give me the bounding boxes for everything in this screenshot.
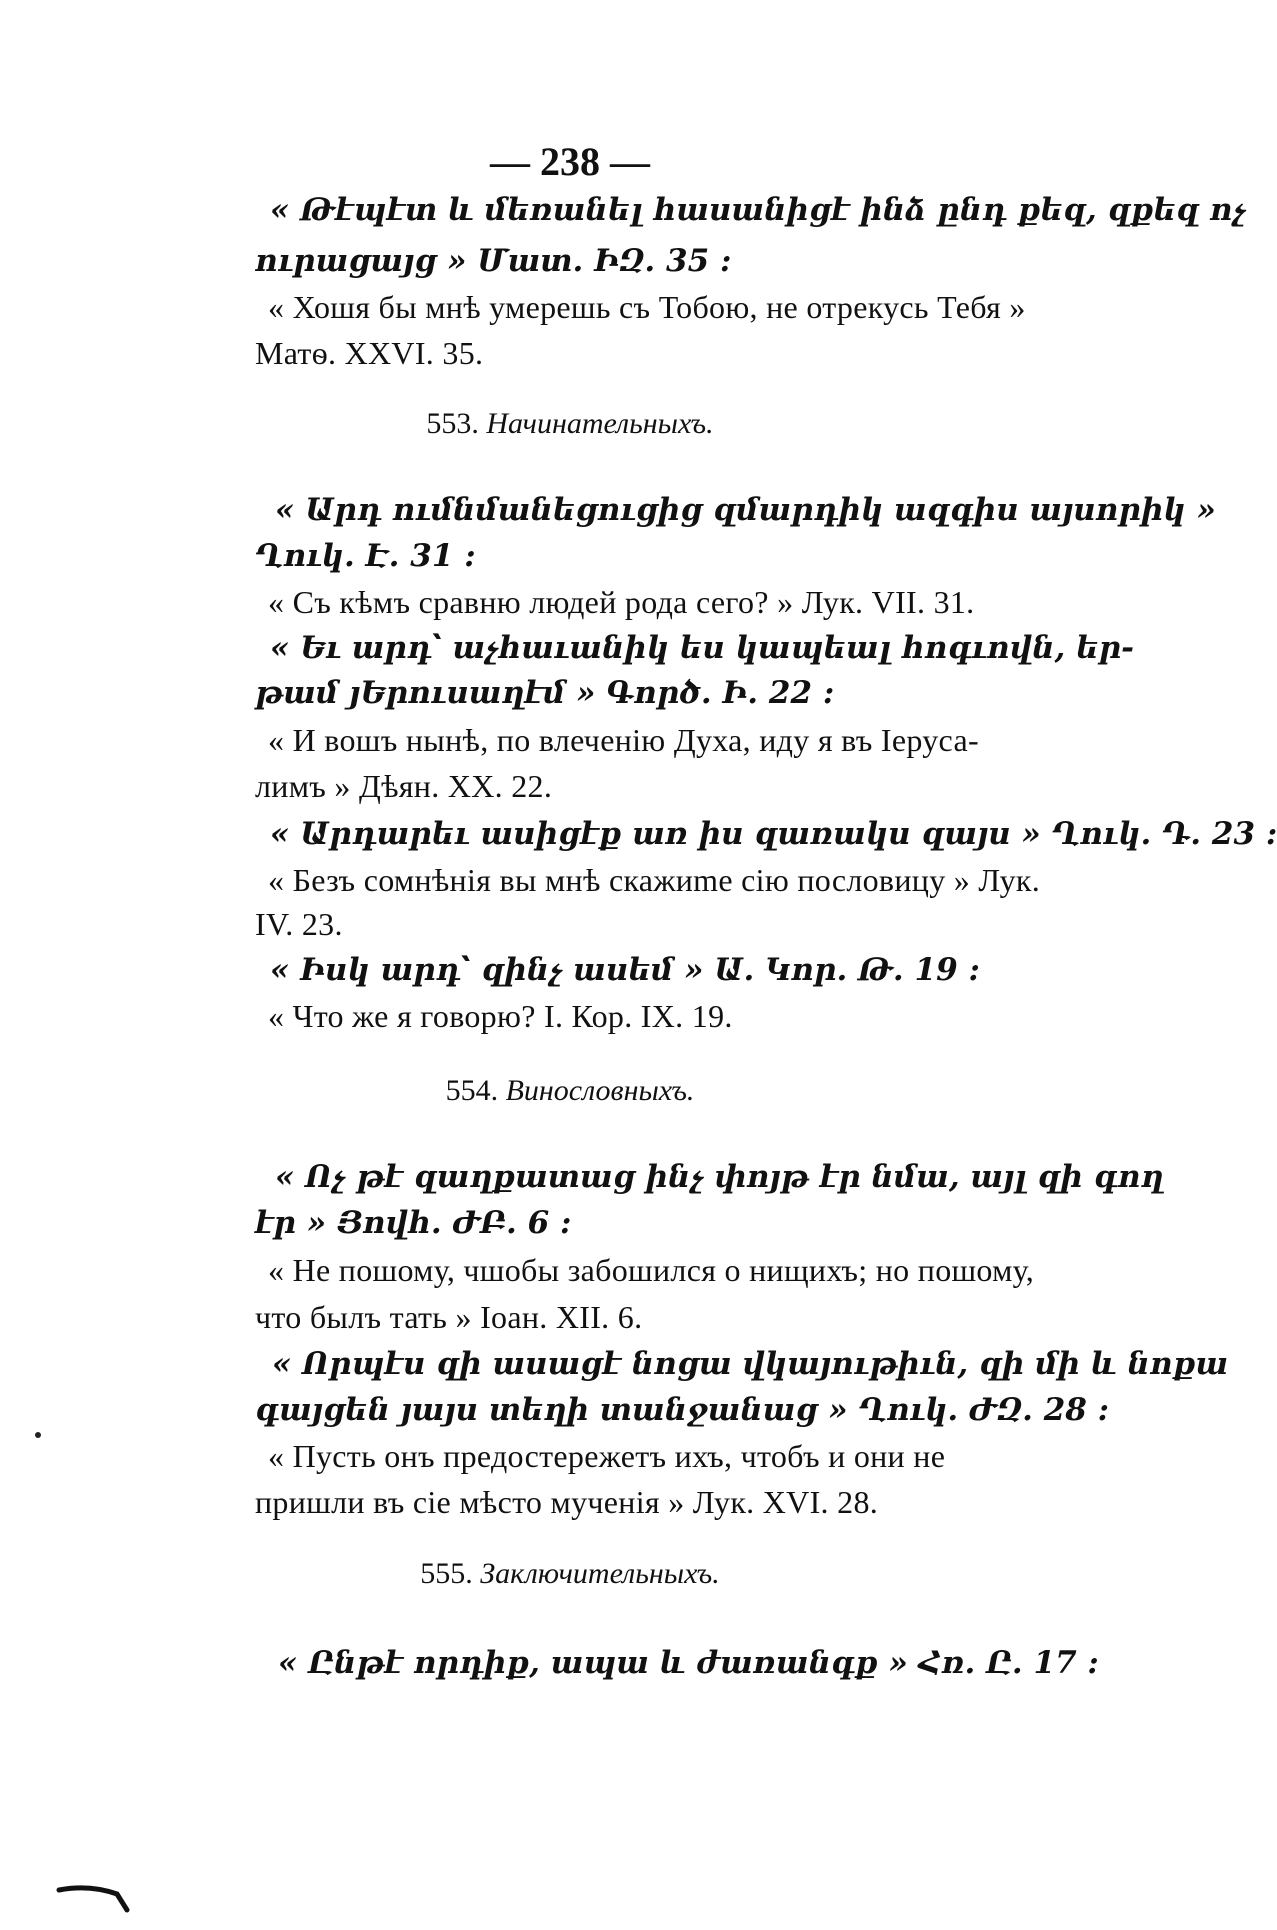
text-line: « Ընթէ որդիք, ապա և ժառանգք » Հռ. Ը. 17 : [278,1645,1099,1681]
text-line: էր » Յովհ. ԺԲ. 6 : [255,1205,572,1241]
ink-stroke-mark [55,1880,130,1920]
heading-name: Заключительныхъ. [480,1557,720,1590]
text-line: IV. 23. [255,906,343,942]
text-line: թամ յԵրուսաղէմ » Գործ. Ի. 22 : [255,675,835,711]
text-line: « Արդարեւ ասիցէք առ իս զառակս զայս » Ղուկ. Դ. 23 : [270,816,1277,852]
text-line: « Արդ ումնմանեցուցից զմարդիկ ազգիս այսորիկ » [275,492,1216,528]
section-heading-555 [0,1557,1140,1591]
text-line: ուրացայց » Մատ. ԻԶ. 35 : [255,243,732,279]
text-line: Матѳ. XXVI. 35. [255,335,484,371]
text-line: « Хошя бы мнѣ умерешь съ Тобою, не отрекусь Тебя » [268,289,1026,325]
heading-number: 555. [420,1557,473,1590]
section-heading-554 [0,1074,1140,1108]
text-line: « Не пошому, чшобы забошился о нищихъ; но пошому, [268,1252,1035,1288]
text-line: « Եւ արդ՝ աչհաւանիկ ես կապեալ հոգւովն, եր- [270,630,1135,666]
heading-number: 554. [445,1074,499,1107]
section-heading-553 [0,407,1140,441]
text-line: « Իսկ արդ՝ զինչ ասեմ » Ա. Կոր. Թ. 19 : [270,952,980,988]
text-line: « Որպէս զի ասացէ նոցա վկայութիւն, զի մի և նոքա [272,1346,1229,1382]
text-line: « И вошъ нынѣ, по влеченію Духа, иду я въ Іеруса- [268,722,979,758]
text-line: « Безъ сомнѣнія вы мнѣ скажиmе сію пословицу » Лук. [268,862,1041,898]
text-line: « Съ кѣмъ сравню людей рода сего? » Лук. VII. 31. [268,584,975,620]
text-line: « Что же я говорю? I. Кор. IX. 19. [268,998,733,1034]
text-line: что былъ тать » Іоан. XII. 6. [255,1299,643,1335]
heading-number: 553. [426,407,479,440]
text-line: пришли въ сіе мѣсто мученія » Лук. XVI. 28. [255,1484,879,1520]
ink-speck [35,1432,41,1438]
text-line: « Ոչ թէ զաղքատաց ինչ փոյթ էր նմա, այլ զի գող [275,1159,1164,1195]
heading-name: Начинательныхъ. [486,407,714,440]
heading-name: Винословныхъ. [505,1074,695,1107]
text-line: գայցեն յայս տեղի տանջանաց » Ղուկ. ԺԶ. 28 : [255,1392,1110,1428]
text-line: Ղուկ. Է. 31 : [255,538,476,574]
text-line: « Թէպէտ և մեռանել հասանիցէ ինձ ընդ քեզ, զքեզ ոչ [270,192,1246,228]
text-line: лимъ » Дѣян. XX. 22. [255,768,553,804]
text-line: « Пусть онъ предостережетъ ихъ, чтобъ и они не [268,1438,946,1474]
page-number: — 238 — [490,139,650,184]
